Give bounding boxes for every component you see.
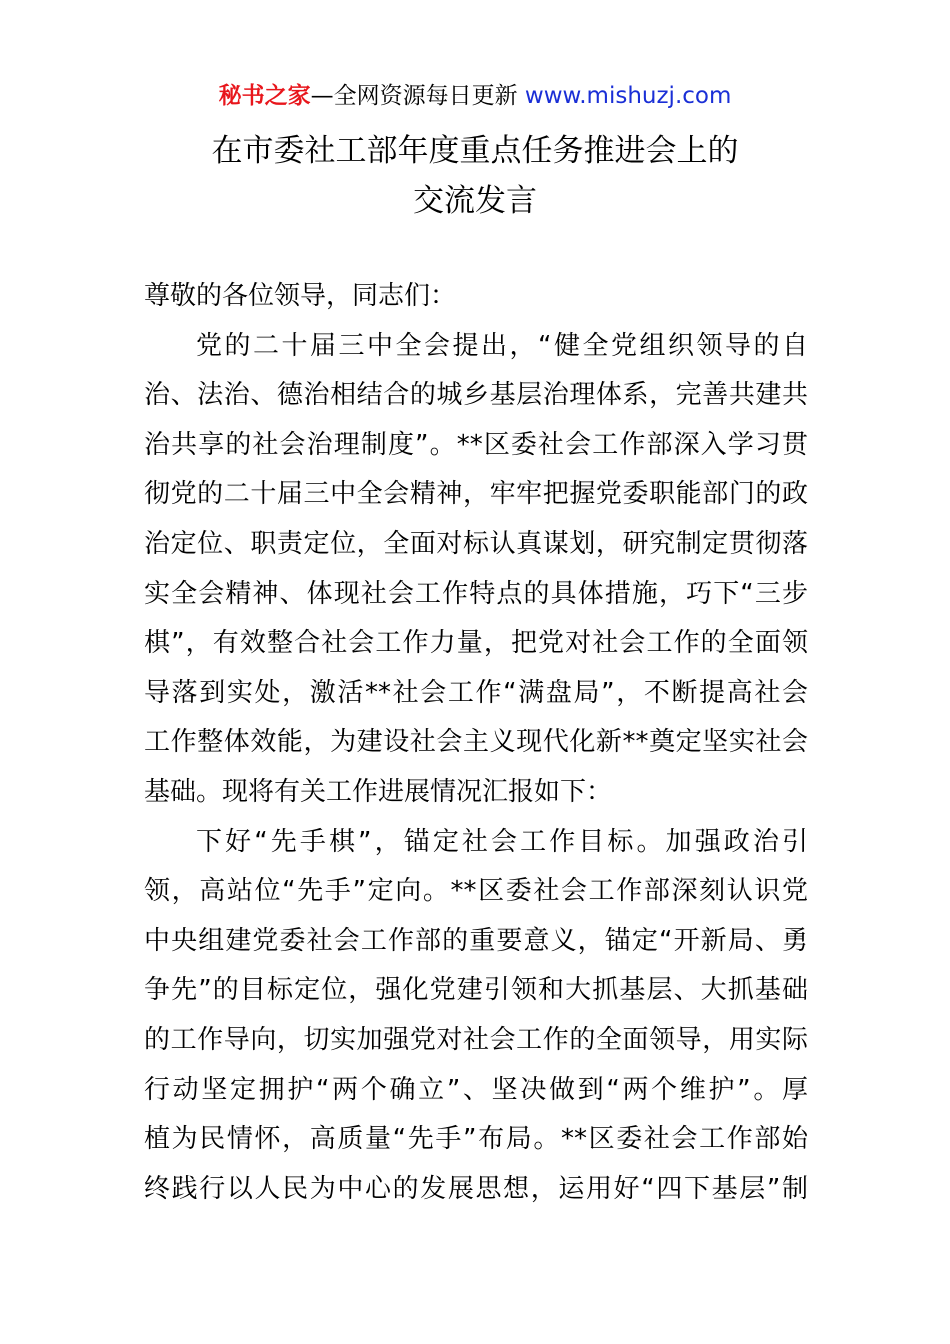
paragraph-2 [144, 818, 808, 1215]
paragraph-line: 治共享的社会治理制度”。**区委社会工作部深入学习贯 [144, 429, 808, 460]
paragraph-line: 的工作导向，切实加强党对社会工作的全面领导，用实际 [144, 1024, 808, 1055]
paragraph-line: 导落到实处，激活**社会工作“满盘局”，不断提高社会 [144, 677, 808, 708]
title-line: 在市委社工部年度重点任务推进会上的 [211, 133, 739, 169]
paragraph-line: 领，高站位“先手”定向。**区委社会工作部深刻认识党 [144, 876, 808, 907]
paragraph-line: 争先”的目标定位，强化党建引领和大抓基层、大抓基础 [144, 975, 808, 1006]
salutation: 尊敬的各位领导，同志们： [144, 281, 457, 311]
paragraph-line: 治定位、职责定位，全面对标认真谋划，研究制定贯彻落 [144, 528, 808, 559]
paragraph-line: 植为民情怀，高质量“先手”布局。**区委社会工作部始 [144, 1124, 808, 1155]
paragraph-line: 下好“先手棋”，锚定社会工作目标。加强政治引 [196, 826, 808, 857]
paragraph-line: 工作整体效能，为建设社会主义现代化新**奠定坚实社会 [144, 727, 808, 758]
title-line: 交流发言 [413, 183, 537, 219]
paragraph-line: 中央组建党委社会工作部的重要意义，锚定“开新局、勇 [144, 925, 808, 956]
paragraph-line: 彻党的二十届三中全会精神，牢牢把握党委职能部门的政 [144, 479, 808, 510]
brand-name: 秘书之家 [218, 83, 311, 109]
document-body [144, 272, 808, 1214]
paragraph-line: 棋”，有效整合社会工作力量，把党对社会工作的全面领 [144, 628, 808, 659]
document-title [0, 126, 950, 226]
paragraph-line: 治、法治、德治相结合的城乡基层治理体系，完善共建共 [144, 380, 808, 411]
banner-tagline: —全网资源每日更新 [310, 83, 518, 109]
paragraph-1 [144, 322, 808, 818]
paragraph-line: 基础。现将有关工作进展情况汇报如下： [144, 776, 613, 807]
paragraph-line: 行动坚定拥护“两个确立”、坚决做到“两个维护”。厚 [144, 1074, 808, 1105]
paragraph-line: 实全会精神、体现社会工作特点的具体措施，巧下“三步 [144, 578, 808, 609]
paragraph-line: 终践行以人民为中心的发展思想，运用好“四下基层”制 [144, 1173, 808, 1204]
paragraph-line: 党的二十届三中全会提出，“健全党组织领导的自 [196, 330, 808, 361]
site-url-link[interactable]: www.mishuzj.com [524, 83, 732, 109]
site-banner [0, 80, 950, 112]
